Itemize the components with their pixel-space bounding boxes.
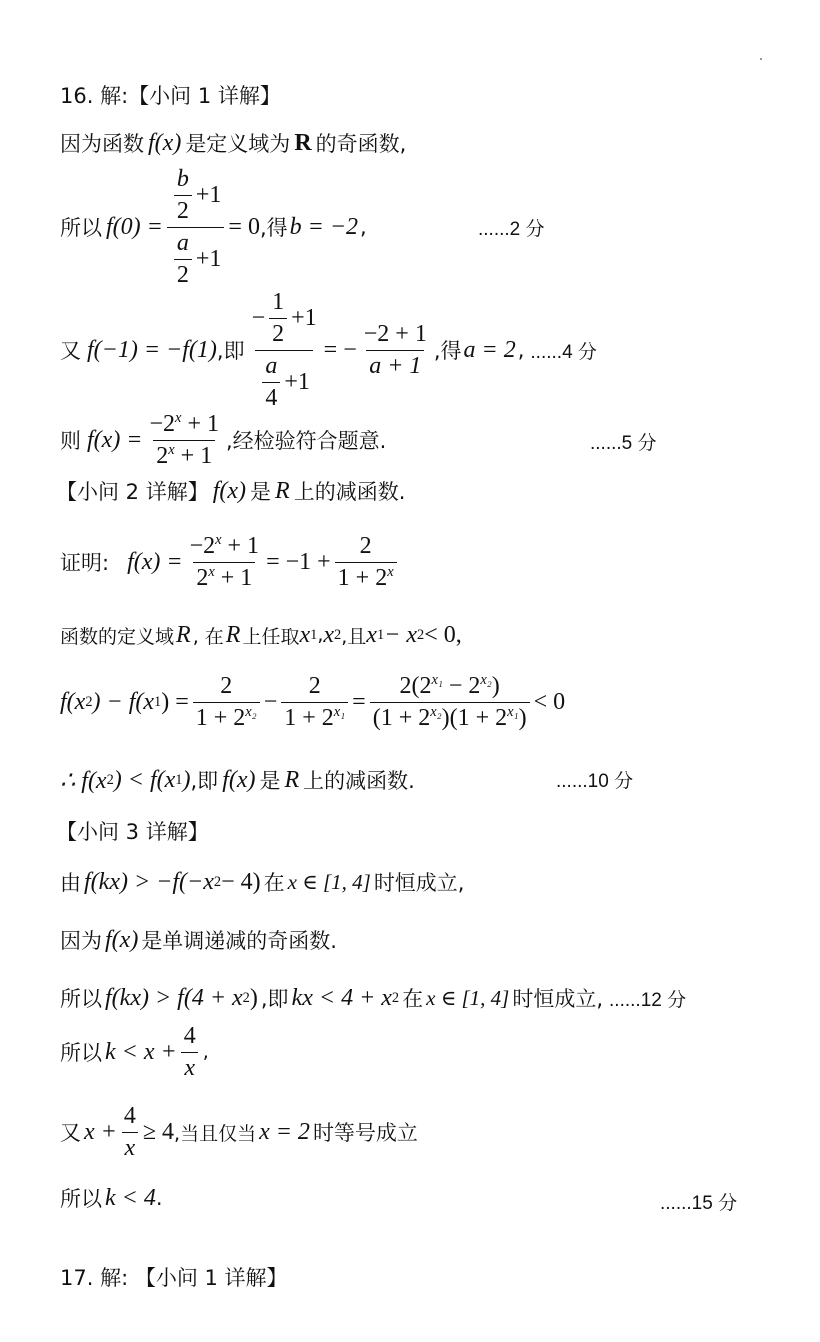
score-12: ......12 分	[609, 989, 687, 1011]
line-p3-given	[60, 864, 790, 900]
score-5: ......5 分	[590, 433, 657, 454]
text: 上的减函数.	[303, 769, 415, 793]
math-a-result: a = 2	[463, 336, 516, 363]
text: 上任取	[242, 625, 300, 648]
fraction-second	[281, 673, 348, 732]
text: 又	[60, 1121, 81, 1145]
frac-den: 4	[262, 382, 280, 412]
frac-den: 2	[174, 259, 192, 289]
num-exp: x	[175, 409, 182, 426]
part: − 2	[442, 672, 481, 699]
den-base: 2	[156, 442, 169, 469]
math-range: x ∈ [1, 4]	[426, 985, 510, 1010]
line-p3-monotonic	[60, 922, 790, 958]
line-odd-function-premise	[60, 128, 790, 158]
math-therefore: ∴ f(x 2 ) < f(x 1 )	[60, 766, 191, 794]
frac-den: x	[122, 1132, 139, 1162]
math-R-bold: R	[294, 129, 312, 156]
page-speck	[760, 58, 762, 60]
part: ) < f(x	[113, 766, 176, 793]
part3-header: 【小问 3 详解】	[56, 820, 209, 844]
math-fx-eq: f(x) =	[87, 426, 143, 453]
part: f(kx) > f(4 + x	[105, 984, 243, 1011]
frac-a-over-2	[174, 230, 192, 289]
fraction-left	[249, 289, 320, 412]
text: 所以	[60, 216, 102, 240]
math-R: R	[284, 766, 300, 793]
text: ,即	[216, 339, 245, 363]
part: )	[491, 672, 500, 699]
part: 2(2	[399, 672, 432, 699]
den-exp: x₁	[333, 703, 346, 720]
line-proof	[60, 532, 790, 592]
equals-minus: = −	[323, 336, 357, 363]
text: ,	[317, 624, 324, 646]
num-tail: + 1	[221, 532, 260, 559]
score-10: ......10 分	[556, 771, 634, 792]
text: 由	[60, 871, 81, 895]
part: kx < 4 + x	[291, 984, 392, 1011]
exp: x₁	[431, 671, 443, 688]
text: 所以	[60, 1041, 102, 1065]
text: 所以	[60, 1187, 102, 1211]
text: 因为	[60, 929, 102, 953]
frac-den: a + 1	[366, 350, 424, 380]
frac-num: 2	[220, 672, 233, 699]
den-exp: x	[387, 563, 394, 580]
fraction-f0	[167, 166, 225, 289]
frac-numerator	[249, 289, 320, 350]
num-base: −2	[189, 532, 216, 559]
text: 时恒成立,	[512, 987, 604, 1011]
plus-one: +1	[195, 245, 222, 272]
den-exp: x	[168, 441, 175, 458]
math-f0: f(0) =	[106, 213, 163, 240]
fraction-4-over-x	[121, 1103, 139, 1162]
part: ∴ f(x	[60, 767, 107, 794]
frac-denominator	[255, 350, 313, 412]
math-odd-relation: f(−1) = −f(1)	[87, 336, 217, 363]
part: )	[518, 704, 527, 731]
text: 时恒成立,	[373, 871, 465, 895]
text: ,且	[341, 625, 367, 648]
fraction-combined	[370, 673, 530, 732]
frac-den: 2	[174, 195, 192, 225]
part: (1 + 2	[372, 704, 431, 731]
math-x2: x 2	[323, 621, 342, 648]
math-k-lt-4: k < 4	[105, 1184, 156, 1211]
num-base: −2	[149, 410, 176, 437]
plus-one: +1	[284, 368, 310, 395]
part: ) =	[161, 688, 189, 715]
text: .	[155, 1186, 163, 1210]
math-x1: x 1	[299, 621, 318, 648]
part: )	[249, 984, 258, 1011]
frac-num: −2 + 1	[363, 320, 427, 347]
frac-den	[281, 702, 348, 732]
math-x-eq-2: x = 2	[259, 1118, 310, 1145]
part: f(x	[60, 688, 86, 715]
math-fx: f(x)	[105, 926, 139, 953]
frac-num: 2	[308, 672, 321, 699]
text: 的奇函数,	[315, 132, 407, 156]
den-base: 2	[196, 564, 209, 591]
line-f0	[60, 165, 790, 288]
text: 是定义域为	[185, 132, 291, 156]
plus-one: +1	[195, 181, 222, 208]
frac-num	[187, 533, 262, 562]
fraction-first	[193, 673, 260, 732]
text: 在	[263, 871, 285, 895]
line-difference	[60, 670, 790, 734]
text: , 在	[192, 625, 224, 648]
frac-den	[153, 440, 215, 470]
frac-num: b	[176, 165, 189, 192]
text: ,即	[260, 987, 289, 1011]
den-base: 1 + 2	[284, 704, 334, 731]
exp: x₂	[430, 703, 442, 720]
frac-den	[335, 562, 397, 592]
frac-den	[193, 562, 255, 592]
text: ,	[517, 338, 525, 362]
fraction-right	[361, 321, 430, 380]
frac-num: 2	[359, 532, 372, 559]
math-fx-eq: f(x) =	[127, 548, 183, 575]
var: x	[323, 621, 335, 648]
math-R: R	[176, 621, 191, 648]
text: 是单调递减的奇函数.	[141, 929, 337, 953]
den-base: 1 + 2	[195, 704, 246, 731]
text: 又	[60, 339, 81, 363]
score-15: ......15 分	[660, 1193, 738, 1214]
equals-minus-one: = −1 +	[266, 548, 331, 575]
line-part2-header	[56, 474, 790, 508]
text: ,当且仅当	[174, 1122, 257, 1145]
math-fx: f(x)	[212, 477, 247, 504]
math-range: x ∈ [1, 4]	[287, 869, 371, 894]
math-kx-ineq: kx < 4 + x 2	[291, 984, 400, 1011]
frac-den	[193, 702, 260, 732]
minus-sign: −	[251, 304, 266, 331]
fraction-fx	[187, 533, 262, 592]
text: 所以	[60, 987, 102, 1011]
text: 是	[250, 480, 272, 504]
text: ,	[360, 215, 367, 239]
part: ) − f(x	[92, 688, 155, 715]
den-base: 1 + 2	[337, 564, 388, 591]
math-x-plus: x +	[84, 1118, 117, 1145]
frac-den: 2	[269, 318, 287, 348]
line-domain	[60, 620, 790, 650]
line-p3-k-bound	[60, 1022, 790, 1082]
plus-one: +1	[291, 304, 317, 331]
text: ,即	[190, 769, 219, 793]
text: 是	[259, 769, 281, 793]
math-fx: f(x)	[222, 766, 256, 793]
text: 在	[402, 987, 424, 1011]
frac-numerator	[167, 166, 225, 227]
part: )(1 + 2	[441, 704, 508, 731]
den-tail: + 1	[174, 442, 213, 469]
text: 因为函数	[60, 132, 144, 156]
math-fx: f(x)	[148, 129, 182, 156]
minus-sign: −	[263, 688, 278, 715]
frac-num: 4	[183, 1022, 196, 1049]
text: 函数的定义域	[60, 625, 175, 648]
math-R: R	[225, 621, 241, 648]
text: 上的减函数.	[293, 480, 406, 504]
frac-num: 4	[123, 1102, 136, 1129]
var: x	[299, 621, 311, 648]
frac-1-over-2	[269, 289, 287, 348]
problem-17-header: 17. 解: 【小问 1 详解】	[60, 1266, 288, 1290]
fraction-2-over	[335, 533, 397, 592]
frac-num: 1	[272, 288, 285, 315]
score-4: ......4 分	[530, 341, 597, 363]
part2-header: 【小问 2 详解】	[56, 480, 209, 504]
math-diff-lhs: f(x 2 ) − f(x 1 ) =	[60, 688, 189, 715]
text: 时等号成立	[312, 1121, 418, 1145]
exp: x₂	[480, 671, 492, 688]
line-fx-formula	[60, 410, 790, 470]
frac-num	[396, 673, 502, 702]
score-2: ......2 分	[478, 219, 545, 240]
minus-var: − x	[384, 621, 417, 648]
var: x	[366, 621, 377, 648]
equals-sign: =	[352, 688, 366, 715]
den-tail: + 1	[214, 564, 253, 591]
num-exp: x	[215, 531, 222, 548]
frac-b-over-2	[174, 166, 192, 225]
equals-zero: = 0	[228, 213, 260, 240]
math-b-result: b = −2	[289, 213, 359, 240]
frac-num: a	[265, 352, 278, 379]
num-tail: + 1	[181, 410, 219, 437]
part: )	[182, 766, 191, 793]
line-f-minus-1	[60, 288, 790, 411]
frac-den	[370, 702, 530, 732]
part: − 4)	[221, 868, 261, 895]
proof-label: 证明:	[60, 551, 110, 575]
math-k-lt: k < x +	[105, 1038, 177, 1065]
math-geq-4: ≥ 4	[142, 1118, 175, 1145]
math-inequality: x 1 − x 2 < 0,	[366, 621, 462, 648]
text: ,得	[433, 339, 462, 363]
math-R: R	[275, 477, 290, 504]
frac-num: a	[176, 229, 189, 256]
math-inequality: f(kx) > f(4 + x 2 )	[105, 984, 258, 1011]
text: ,经检验符合题意.	[225, 429, 387, 453]
lt-zero: < 0,	[424, 621, 462, 648]
text: ,得	[259, 216, 288, 240]
frac-num	[147, 411, 222, 440]
line-p3-reduce	[60, 980, 790, 1016]
den-exp: x₂	[245, 703, 257, 720]
line-p3-amgm	[60, 1102, 790, 1162]
math-inequality: f(kx) > −f(−x 2 − 4)	[84, 868, 261, 895]
text: 则	[60, 429, 81, 453]
frac-denominator	[167, 227, 225, 289]
text: ,	[202, 1041, 209, 1063]
line-conclusion	[60, 760, 790, 800]
frac-den: x	[181, 1052, 198, 1082]
den-exp: x	[208, 563, 215, 580]
fraction-fx	[147, 411, 222, 470]
part: f(kx) > −f(−x	[84, 868, 214, 895]
lt-zero: < 0	[533, 688, 566, 715]
exp: x₁	[507, 703, 519, 720]
problem-16-header: 16. 解:【小问 1 详解】	[60, 84, 281, 108]
fraction-4-over-x	[181, 1023, 199, 1082]
frac-a-over-4	[262, 353, 280, 412]
